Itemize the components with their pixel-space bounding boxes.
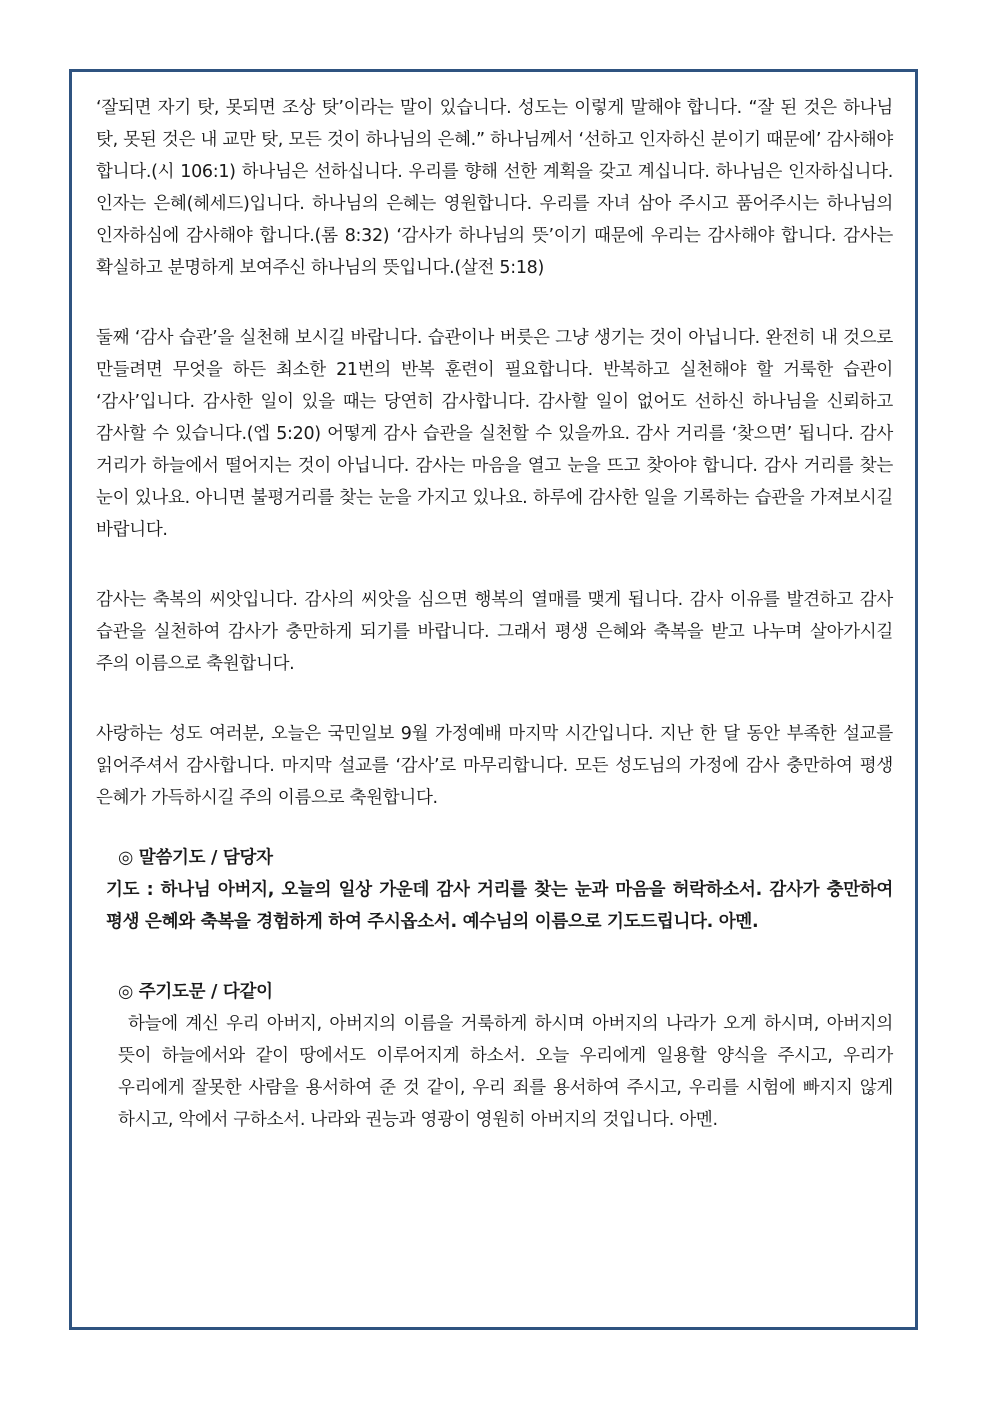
paragraph-1: ‘잘되면 자기 탓, 못되면 조상 탓’이라는 말이 있습니다. 성도는 이렇게 말해야 합니다. “잘 된 것은 하나님 탓, 못된 것은 내 교만 탓, 모든 것이 하나님의 은혜.” 하나님께서 ‘선하고 인자하신 분이기 때문에’ 감사해야 합니다.(시 106:1) 하나님은 선하십니다. 우리를 향해 선한 계획을 갖고 계십니다. 하나님은 인자하십니다. 인자는 은혜(헤세드)입니다. 하나님의 은혜는 영원합니다. 우리를 자녀 삼아 주시고 품어주시는 하나님의 인자하심에 감사해야 합니다.(롬 8:32) ‘감사가 하나님의 뜻’이기 때문에 우리는 감사해야 합니다. 감사는 확실하고 분명하게 보여주신 하나님의 뜻입니다.(살전 5:18)	[96, 98, 893, 278]
lords-prayer-body: 하늘에 계신 우리 아버지, 아버지의 이름을 거룩하게 하시며 아버지의 나라가 오게 하시며, 아버지의 뜻이 하늘에서와 같이 땅에서도 이루어지게 하소서. 오늘 우리에게 일용할 양식을 주시고, 우리가 우리에게 잘못한 사람을 용서하여 준 것 같이, 우리 죄를 용서하여 주시고, 우리를 시험에 빠지지 않게 하시고, 악에서 구하소서. 나라와 권능과 영광이 영원히 아버지의 것입니다. 아멘.	[118, 1014, 893, 1130]
lords-prayer-text	[96, 1008, 893, 1136]
paragraph-3: 감사는 축복의 씨앗입니다. 감사의 씨앗을 심으면 행복의 열매를 맺게 됩니다. 감사 이유를 발견하고 감사 습관을 실천하여 감사가 충만하게 되기를 바랍니다. 그래서 평생 은혜와 축복을 받고 나누며 살아가시길 주의 이름으로 축원합니다.	[96, 590, 893, 674]
paragraph-2: 둘째 ‘감사 습관’을 실천해 보시길 바랍니다. 습관이나 버릇은 그냥 생기는 것이 아닙니다. 완전히 내 것으로 만들려면 무엇을 하든 최소한 21번의 반복 훈련이 필요합니다. 반복하고 실천해야 할 거룩한 습관이 ‘감사’입니다. 감사한 일이 있을 때는 당연히 감사합니다. 감사할 일이 없어도 선하신 하나님을 신뢰하고 감사할 수 있습니다.(엡 5:20) 어떻게 감사 습관을 실천할 수 있을까요. 감사 거리를 ‘찾으면’ 됩니다. 감사 거리가 하늘에서 떨어지는 것이 아닙니다. 감사는 마음을 열고 눈을 뜨고 찾아야 합니다. 감사 거리를 찾는 눈이 있나요. 아니면 불평거리를 찾는 눈을 가지고 있나요. 하루에 감사한 일을 기록하는 습관을 가져보시길 바랍니다.	[96, 328, 893, 540]
document-body	[96, 92, 893, 1136]
page-frame	[69, 69, 918, 1330]
prayer-section	[96, 842, 893, 938]
paragraph-4: 사랑하는 성도 여러분, 오늘은 국민일보 9월 가정예배 마지막 시간입니다. 지난 한 달 동안 부족한 설교를 읽어주셔서 감사합니다. 마지막 설교를 ‘감사’로 마무리합니다. 모든 성도님의 가정에 감사 충만하여 평생 은혜가 가득하시길 주의 이름으로 축원합니다.	[96, 724, 893, 808]
lords-prayer-section	[96, 976, 893, 1136]
prayer-heading: ◎ 말씀기도 / 담당자	[118, 848, 273, 868]
prayer-text: 기도 : 하나님 아버지, 오늘의 일상 가운데 감사 거리를 찾는 눈과 마음을 허락하소서. 감사가 충만하여 평생 은혜와 축복을 경험하게 하여 주시옵소서. 예수님의 이름으로 기도드립니다. 아멘.	[106, 880, 893, 932]
lords-prayer-heading: ◎ 주기도문 / 다같이	[118, 982, 273, 1002]
